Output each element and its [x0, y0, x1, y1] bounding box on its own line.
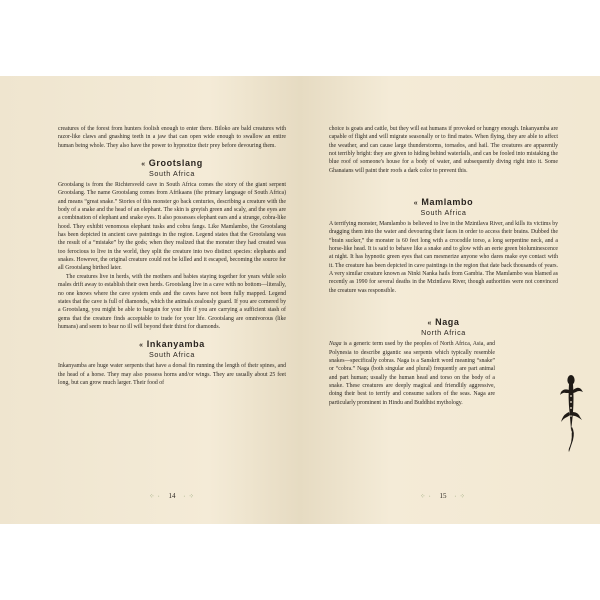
inkanyamba-title: Inkanyamba: [146, 339, 205, 350]
left-page-number: 14: [168, 492, 176, 500]
grootslang-title: Grootslang: [148, 158, 203, 169]
left-page-folio: [0, 492, 300, 500]
naga-paragraph-body: is a generic term used by the peoples of North Africa, Asia, and Polynesia to describe gigantic sea serpents which typically resemble snakes—specifically cobras. Naga is a Sanskrit word meaning “snake” or “cobra.” Naga (both singular and plural) frequently are part animal and part human; usually the human head and torso on the body of a snake. These creatures are deeply magical and friendlily aggressive, doing their best to terrify and consume sailors of the seas. Naga are particularly prominent in Hindu and Buddhist mythology.: [329, 341, 495, 406]
right-page: [300, 76, 600, 524]
naga-lead-word: Naga: [329, 341, 342, 348]
inkanyamba-heading: [58, 339, 286, 359]
naga-region: North Africa: [421, 328, 466, 338]
naga-paragraph-1: [329, 340, 495, 407]
mamlambo-paragraph-1: A terrifying monster, Mamlambo is believed to live in the Mzintlava River, and kills its victims by dragging them into the water and devouring their faces in order to access their brains. Dubbed the “brain sucker,” the monster is 60 feet long with a crocodile torso, a long serpentine neck, and a horse-like head. It is said to behave like a snake and to glow with an eerie green bioluminescence at night. It has hypnotic green eyes that can mesmerize anyone who dares make eye contact with it. The creature has been depicted in cave paintings in the region that date back thousands of years. A very similar creature known as Ninki Nanka hails from Gambia. The Mamlambo was blamed as recently as 1990 for several deaths in the Mzintlava River, though authorities were not convinced the creature was responsible.: [329, 221, 558, 294]
right-opening-paragraph: choice is goats and cattle, but they will eat humans if provoked or hungry enough. Inkanyamba are capable of flight and will migrate seasonally or to find mates. When flying, they are able to affect the weather, and can cause large thunderstorms, tornados, and hail. The creatures are apparently not terribly bright: they are given to hiding behind waterfalls, and can be fooled into mistaking the blue roof of someone's house for a body of water, and subsequently diving right into it. Some Ghanaians will paint their roofs a dark color to prevent this.: [329, 126, 558, 174]
right-page-number: 15: [439, 492, 447, 500]
heading-ornament-left: «: [139, 342, 144, 350]
grootslang-paragraph-2: The creatures live in herds, with the mothers and babies staying together for years while solo males drift away to establish their own herds. Grootslang live in a cave with no bottom—literally, no one knows where the cave system ends and the caves have not been fully mapped. Legend states that the cave is full of diamonds, which the animals zealously guard. If you are cornered by a Grootslang, you might be able to bargain for your life if you are carrying a sufficient stash of gems that the creature finds acceptable to trade for your life. Grootslang are omnivorous (like humans) and seem to bear no ill will beyond their thirst for diamonds.: [58, 273, 286, 330]
right-page-folio: [300, 492, 600, 500]
heading-ornament-left: «: [141, 161, 146, 169]
folio-ornament-left: ⁘ ·: [420, 494, 432, 500]
grootslang-heading: [58, 158, 286, 178]
grootslang-paragraph-1: Grootslang is from the Richtersveld cave in South Africa comes the story of the giant serpent Grootslang. The name Grootslang comes from Afrikaans (the primary language of South Africa) and means “great snake.” Stories of this monster go back centuries, describing a creature with the body of a snake and the head of an elephant. The skin is greyish green and scaly, and the eyes are a combination of elephant and snake eyes. It also possesses elephant ears and a strange, cobra-like hood. They exhibit venomous elephant tusks and cobra fangs. Like Mamlambo, the Grootslang has been depicted in ancient cave paintings in the region. Legend states that the Grootslang was the result of a “mistake” by the gods; when they realized that the monster they had created was too ferocious to live in the world, they split the creature into two distinct species: elephants and snakes. However, the original creature could not be killed and it escaped, becoming the source for all Grootslang birthed later.: [58, 182, 286, 272]
inkanyamba-region: South Africa: [149, 350, 195, 360]
folio-ornament-right: · ⁘: [454, 494, 466, 500]
left-opening-paragraph: creatures of the forest from hunters foolish enough to enter there. Biloko are bald creatures with razor-like claws and gnashing teeth in a jaw that can open wide enough to swallow an entire human being whole. They also have the power to hypnotize their prey before devouring them.: [58, 126, 286, 149]
mamlambo-title: Mamlambo: [421, 197, 474, 208]
inkanyamba-paragraph-1: Inkanyamba are huge water serpents that have a dorsal fin running the length of their spines, and the head of a horse. They may also possess horns and/or wings. They are usually about 25 feet long, but can grow much larger. Their food of: [58, 363, 286, 386]
folio-ornament-right: · ⁘: [183, 494, 195, 500]
left-page: [0, 76, 300, 524]
heading-ornament-left: «: [413, 200, 419, 208]
naga-section: [329, 340, 558, 407]
mamlambo-region: South Africa: [420, 208, 467, 218]
heading-ornament-left: «: [427, 320, 432, 328]
grootslang-region: South Africa: [149, 169, 195, 179]
lizard-icon: [556, 372, 586, 452]
naga-title: Naga: [435, 317, 460, 328]
book-spread: [0, 76, 600, 524]
naga-heading: [329, 317, 558, 337]
folio-ornament-left: ⁘ ·: [149, 494, 161, 500]
mamlambo-heading: [329, 197, 558, 217]
